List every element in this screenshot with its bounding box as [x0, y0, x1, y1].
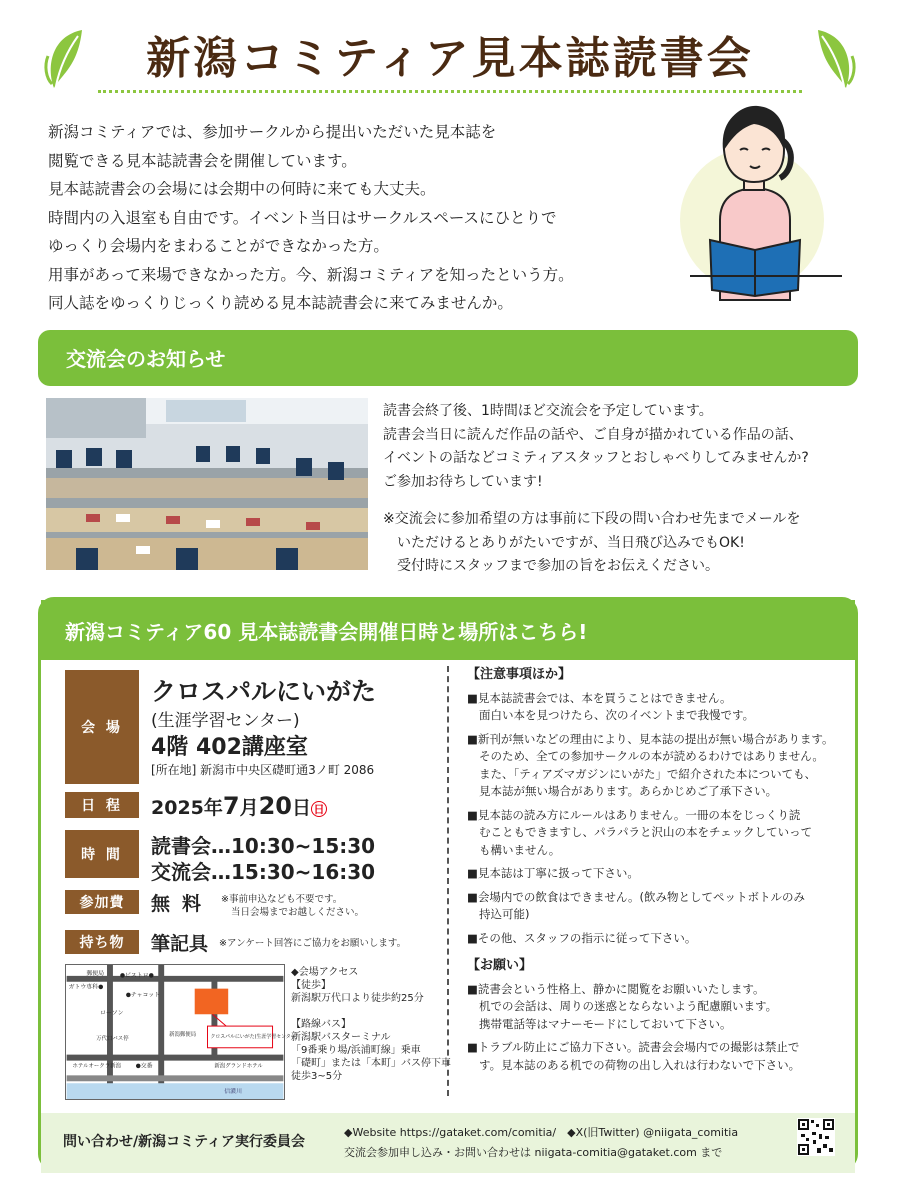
page-title: 新潟コミティア見本誌読書会: [146, 33, 754, 84]
exchange-line: イベントの話などコミティアスタッフとおしゃべりしてみませんか?: [383, 450, 809, 466]
date-day: 20: [258, 792, 293, 820]
qr-code-icon[interactable]: [797, 1118, 835, 1156]
intro-line: 新潟コミティアでは、参加サークルから提出いただいた見本誌を: [48, 123, 497, 141]
note-line: ■会場内での飲食はできません。(飲み物としてペットボトルのみ: [467, 889, 806, 904]
girl-reading-illustration: [680, 100, 845, 300]
exchange-note-line: いただけるとありがたいですが、当日飛び込みでもOK!: [383, 534, 745, 551]
exchange-section-header: [38, 330, 858, 386]
note-item: [467, 930, 847, 948]
map-river-label: 信濃川: [224, 1089, 242, 1096]
note-line: むこともできますし、パラパラと沢山の本をチェックしていって: [479, 825, 813, 839]
leaf-icon: [42, 26, 92, 92]
date-year: 2025年: [151, 797, 223, 819]
note-line: ■見本誌は丁寧に扱って下さい。: [467, 866, 639, 880]
exchange-heading: 交流会のお知らせ: [66, 347, 226, 371]
venue-label: 会 場: [65, 670, 139, 784]
map-koban-label: ●交番: [135, 1063, 153, 1070]
bring-note: ※アンケート回答にご協力をお願いします。: [219, 938, 407, 949]
intro-line: 見本誌読書会の会場には会期中の何時に来ても大丈夫。: [48, 180, 436, 198]
time-exchange: 交流会…15:30~16:30: [151, 860, 376, 884]
title-area: [0, 18, 900, 98]
access-line: 【路線バス】: [291, 1019, 351, 1030]
footer: [41, 1113, 855, 1173]
date-weekday: 日: [311, 801, 327, 817]
intro-line: 用事があって来場できなかった方。今、新潟コミティアを知ったという方。: [48, 265, 574, 284]
access-line: 新潟駅バスターミナル: [291, 1032, 391, 1043]
request-line: 携帯電話等はマナーモードにしておいて下さい。: [479, 1016, 732, 1031]
map-post-label: 郵便局: [86, 970, 105, 977]
request-line: ■トラブル防止にご協力下さい。読書会会場内での撮影は禁止で: [467, 1040, 800, 1054]
venue-address: [所在地] 新潟市中央区礎町通3ノ町 2086: [151, 763, 375, 777]
access-map: [65, 964, 298, 1100]
event-info-box: [38, 597, 858, 1170]
contact-label: 問い合わせ/新潟コミティア実行委員会: [63, 1134, 305, 1150]
intro-text: [48, 118, 678, 318]
note-line: ■その他、スタッフの指示に従って下さい。: [467, 930, 697, 945]
notes-column: [467, 666, 847, 1080]
intro-line: 時間内の入退室も自由です。イベント当日はサークルスペースにひとりで: [48, 208, 557, 227]
access-line: 「9番乗り場/浜浦町線」乗車: [291, 1045, 421, 1056]
venue-photo: [46, 398, 368, 570]
map-post2-label: 新潟郵便局: [169, 1031, 197, 1038]
venue-name: クロスパルにいがた: [151, 677, 377, 706]
fee-note: [221, 893, 364, 919]
time-reading: 読書会…10:30~15:30: [151, 834, 376, 858]
access-line: 徒歩3~5分: [291, 1071, 343, 1082]
map-gatoh-label: ガトウ専科●: [68, 984, 104, 991]
access-line: ◆会場アクセス: [291, 967, 359, 978]
date-month-unit: 月: [239, 797, 259, 819]
venue-subtitle: (生涯学習センター): [151, 711, 300, 731]
intro-line: 同人誌をゆっくりじっくり読める見本誌読書会に来てみませんか。: [48, 294, 513, 312]
date-month: 7: [222, 792, 240, 820]
notes-heading: 【注意事項ほか】: [467, 667, 572, 682]
note-line: そのため、全ての参加サークルの本が読めるわけではありません。: [479, 749, 824, 763]
map-bic-label: ●ビストロ●: [119, 972, 154, 979]
date-label: 日 程: [65, 792, 139, 818]
request-item: [467, 1039, 847, 1074]
note-line: ■見本誌の読み方にルールはありません。一冊の本をじっくり読: [467, 807, 801, 822]
exchange-line: ご参加お待ちしています!: [383, 473, 543, 490]
exchange-line: 読書会当日に読んだ作品の話や、ご自身が描かれている作品の話、: [383, 426, 803, 443]
note-line: また、「ティアズマガジンにいがた」で紹介された本についても、: [479, 766, 817, 781]
exchange-note-line: 受付時にスタッフまで参加の旨をお伝えください。: [383, 558, 719, 574]
exchange-body: [383, 400, 863, 494]
note-line: 持込可能): [479, 907, 530, 921]
requests-heading: 【お願い】: [467, 958, 533, 973]
event-header: [41, 600, 855, 660]
exchange-note-line: ※交流会に参加希望の方は事前に下段の問い合わせ先までメールを: [383, 511, 801, 527]
note-line: 面白い本を見つけたら、次のイベントまで我慢です。: [479, 708, 755, 722]
request-item: [467, 981, 847, 1034]
leaf-icon: [808, 26, 858, 92]
access-line: 「礎町」または「本町」バス停下車: [291, 1058, 451, 1069]
bring-label: 持ち物: [65, 930, 139, 954]
request-line: す。見本誌のある机での荷物の出し入れは行わないで下さい。: [479, 1057, 801, 1072]
fee-note-line: ※事前申込なども不要です。: [221, 894, 343, 905]
access-line: 新潟駅万代口より徒歩約25分: [291, 993, 424, 1004]
map-crosspal-label: クロスパルにいがた(生涯学習センター): [210, 1033, 298, 1040]
note-item: [467, 731, 847, 801]
request-line: 机での会話は、周りの迷惑とならないよう配慮願います。: [479, 999, 778, 1013]
intro-line: 閲覧できる見本誌読書会を開催しています。: [48, 151, 357, 170]
note-line: 見本誌が無い場合があります。あらかじめご了承下さい。: [479, 784, 778, 798]
map-lawson-label: ローソン: [100, 1010, 124, 1017]
column-divider: [447, 666, 449, 1096]
access-info: [291, 966, 451, 1083]
bring-value: 筆記具: [151, 933, 209, 955]
exchange-line: 読書会終了後、1時間ほど交流会を予定しています。: [383, 403, 713, 419]
access-line: 【徒歩】: [291, 980, 331, 991]
mail-link[interactable]: 交流会参加申し込み・お問い合わせは niigata-comitia@gataket.com まで: [344, 1146, 723, 1159]
note-line: も構いません。: [479, 842, 561, 857]
contact-links: [344, 1123, 738, 1163]
date-day-unit: 日: [292, 797, 312, 819]
exchange-note: [383, 508, 863, 579]
event-heading: 新潟コミティア60 見本誌読書会開催日時と場所はこちら!: [65, 620, 588, 644]
fee-value: 無料: [151, 893, 214, 915]
map-bus-label: 万代口バス停: [96, 1035, 129, 1042]
map-hotel-okura-label: ホテルオークラ新潟: [72, 1063, 121, 1070]
time-label: 時 間: [65, 830, 139, 878]
intro-line: ゆっくり会場内をまわることができなかった方。: [48, 237, 389, 255]
fee-label: 参加費: [65, 890, 139, 914]
note-item: [467, 690, 847, 725]
note-item: [467, 807, 847, 860]
request-line: ■読書会という性格上、静かに閲覧をお願いいたします。: [467, 981, 765, 996]
access-line: [291, 1005, 451, 1018]
note-item: [467, 865, 847, 883]
map-grand-label: 新潟グランドホテル: [214, 1063, 263, 1070]
note-line: ■新刊が無いなどの理由により、見本誌の提出が無い場合があります。: [467, 731, 834, 746]
website-link[interactable]: ◆Website https://gataket.com/comitia/ ◆X(旧Twitter) @niigata_comitia: [344, 1126, 739, 1139]
note-item: [467, 889, 847, 924]
venue-room: 4階 402講座室: [151, 735, 308, 760]
note-line: ■見本誌読書会では、本を買うことはできません。: [467, 690, 732, 705]
event-date: [151, 792, 327, 820]
fee-note-line: 当日会場までお越しください。: [231, 907, 365, 918]
title-divider: [98, 90, 802, 93]
map-chacott-label: ●チャコット: [125, 992, 161, 999]
